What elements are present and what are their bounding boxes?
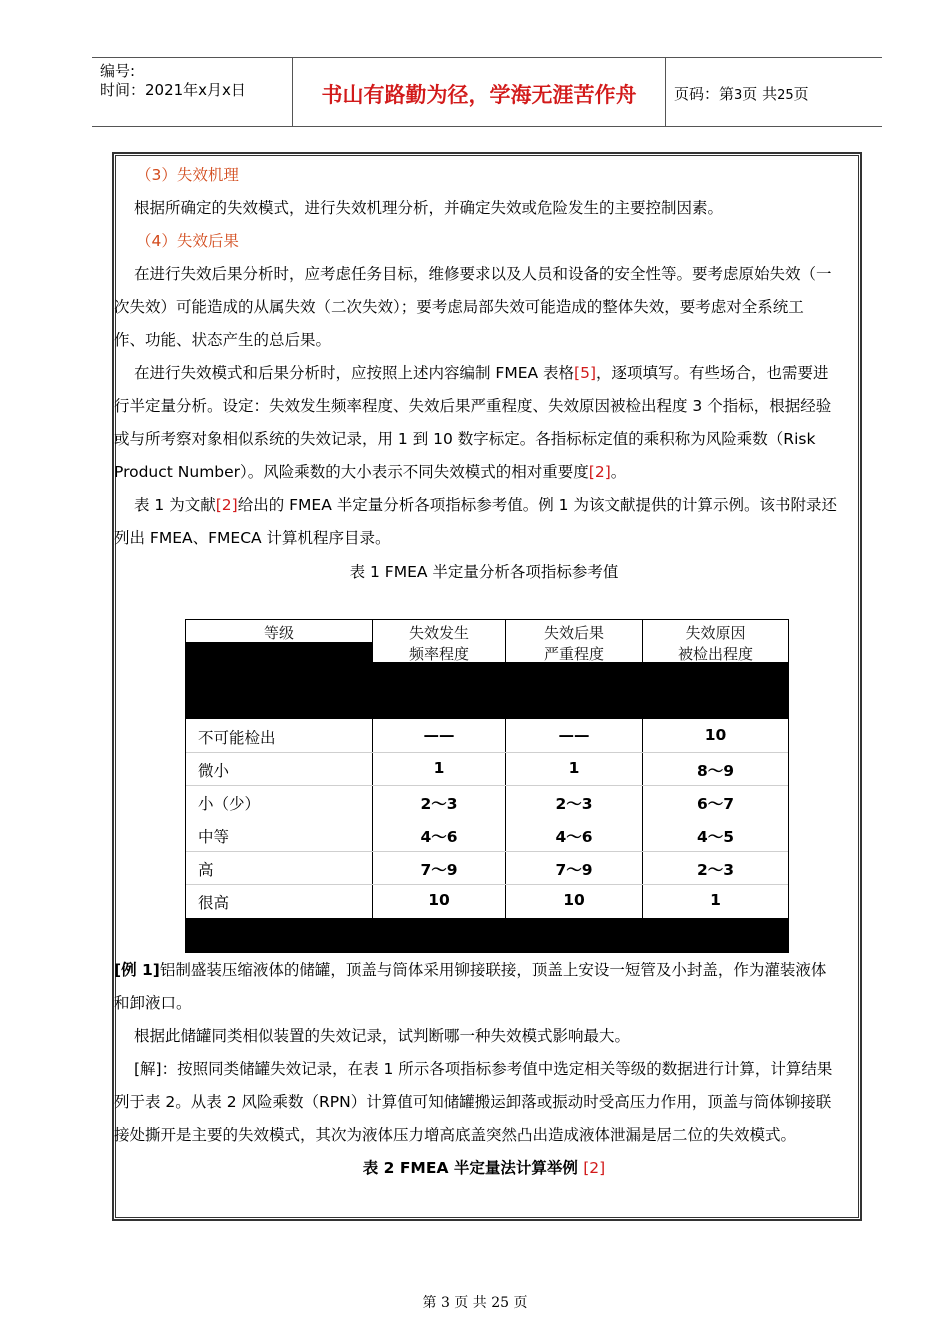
page-footer: 第 3 页 共 25 页 [422, 1295, 528, 1311]
row-label: 小（少） [198, 795, 261, 813]
table-redaction-block [372, 662, 788, 719]
table-redaction-block [186, 642, 372, 719]
paragraph-mechanism: 根据所确定的失效模式，进行失效机理分析，并确定失效或危险发生的主要控制因素。 [134, 199, 724, 217]
cell-detection: 10 [704, 726, 727, 744]
page-mid: 页 共 [742, 85, 778, 103]
table1-caption: 表 1 FMEA 半定量分析各项指标参考值 [349, 563, 619, 581]
header-meta [100, 62, 246, 100]
number-label: 编号: [100, 62, 136, 80]
row-label: 微小 [198, 762, 230, 780]
cell-severity: 2～3 [555, 795, 593, 813]
paragraph-table-intro: 列出 FMEA、FMECA 计算机程序目录。 [114, 529, 391, 547]
table-rule [186, 851, 788, 852]
page-suffix: 页 [793, 85, 809, 103]
example-line: 和卸液口。 [114, 994, 192, 1012]
table-rule [186, 752, 788, 753]
cell-frequency: 1 [433, 759, 445, 777]
cell-frequency: 7～9 [420, 861, 458, 879]
paragraph-consequence-line: 在进行失效后果分析时，应考虑任务目标，维修要求以及人员和设备的安全性等。要考虑原始失效（一 [134, 265, 832, 283]
solution-line: 列于表 2。从表 2 风险乘数（RPN）计算值可知储罐搬运卸落或振动时受高压力作用，顶盖与筒体铆接联 [114, 1093, 832, 1111]
row-label: 中等 [198, 828, 230, 846]
header-divider [665, 58, 666, 126]
cell-severity: 1 [568, 759, 580, 777]
question-paragraph: 根据此储罐同类相似装置的失效记录，试判断哪一种失效模式影响最大。 [134, 1027, 631, 1045]
paragraph-fmea-line: 在进行失效模式和后果分析时，应按照上述内容编制 FMEA 表格[5]，逐项填写。有些场合，也需要进 [134, 364, 829, 382]
cell-severity: 4～6 [555, 828, 593, 846]
cell-detection: 2～3 [696, 861, 735, 879]
header-detection: 失效原因 被检出程度 [677, 624, 753, 663]
cell-frequency: —— [423, 726, 455, 744]
page-prefix: 页码：第 [674, 85, 735, 103]
example-label: [例 1] [114, 961, 160, 979]
reference-link[interactable]: [2] [583, 1159, 606, 1177]
heading-failure-consequence: （4）失效后果 [136, 232, 239, 250]
header-grade: 等级 [263, 624, 294, 642]
header-frequency: 失效发生 频率程度 [408, 624, 469, 663]
cell-detection: 1 [710, 891, 721, 909]
cell-frequency: 10 [428, 891, 450, 909]
table-redaction-block [186, 918, 788, 952]
solution-line: 接处撕开是主要的失效模式，其次为液体压力增高底盖突然凸出造成液体泄漏是居二位的失效模式。 [114, 1126, 797, 1144]
paragraph-table-intro: 表 1 为文献[2]给出的 FMEA 半定量分析各项指标参考值。例 1 为该文献提供的计算示例。该书附录还 [134, 496, 837, 514]
page-total: 25 [777, 88, 794, 103]
paragraph-fmea-line: Product Number）。风险乘数的大小表示不同失效模式的相对重要度[2]。 [114, 463, 627, 481]
paragraph-fmea-line: 或与所考察对象相似系统的失效记录，用 1 到 10 数字标定。各指标标定值的乘积称为风险乘数（Risk [114, 430, 816, 448]
fmea-reference-table [185, 619, 789, 953]
reference-link[interactable]: [2] [215, 496, 238, 514]
cell-detection: 6～7 [696, 795, 735, 813]
header-severity: 失效后果 严重程度 [543, 624, 604, 663]
table-rule [186, 785, 788, 786]
time-label: 时间：2021年x月x日 [100, 81, 246, 99]
cell-frequency: 4～6 [420, 828, 458, 846]
paragraph-consequence-line: 次失效）可能造成的从属失效（二次失效）；要考虑局部失效可能造成的整体失效，要考虑对全系统工 [114, 298, 804, 316]
reference-link[interactable]: [5] [574, 364, 597, 382]
header-page-info [674, 83, 809, 104]
row-label: 不可能检出 [198, 729, 276, 747]
solution-line: [解]：按照同类储罐失效记录，在表 1 所示各项指标参考值中选定相关等级的数据进行计算，计算结果 [134, 1060, 833, 1078]
cell-frequency: 2～3 [420, 795, 458, 813]
table-rule [186, 884, 788, 885]
paragraph-fmea-line: 行半定量分析。设定：失效发生频率程度、失效后果严重程度、失效原因被检出程度 3 个指标，根据经验 [114, 397, 832, 415]
table2-caption: 表 2 FMEA 半定量法计算举例 [2] [362, 1159, 606, 1177]
cell-severity: 10 [563, 891, 585, 909]
cell-severity: 7～9 [555, 861, 593, 879]
cell-detection: 8～9 [696, 762, 735, 780]
cell-detection: 4～5 [696, 828, 735, 846]
cell-severity: —— [558, 726, 590, 744]
header-motto: 书山有路勤为径，学海无涯苦作舟 [321, 83, 637, 107]
page-header [92, 57, 882, 127]
heading-failure-mechanism: （3）失效机理 [136, 166, 239, 184]
row-label: 很高 [198, 894, 230, 912]
reference-link[interactable]: [2] [588, 463, 611, 481]
row-label: 高 [198, 861, 214, 879]
example-line: [例 1]铝制盛装压缩液体的储罐，顶盖与筒体采用铆接联接，顶盖上安设一短管及小封盖，作为灌装液体 [114, 961, 827, 979]
paragraph-consequence-line: 作、功能、状态产生的总后果。 [114, 331, 332, 349]
page-number: 3 [734, 88, 743, 103]
